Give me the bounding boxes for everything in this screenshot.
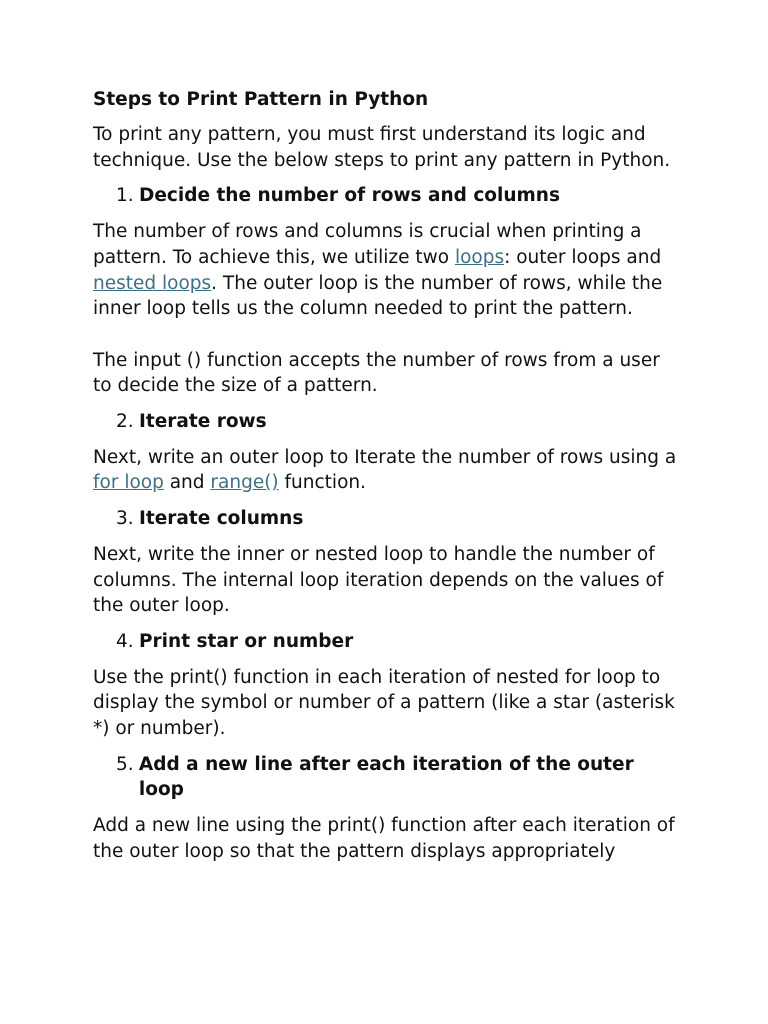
step-4-number: 4. <box>116 630 134 652</box>
loops-link[interactable]: loops <box>454 246 505 268</box>
intro-paragraph: To print any pattern, you must first understand its logic and technique. Use the below steps to print any pattern in Python. <box>93 124 671 171</box>
step-1-text-b: : outer loops and <box>504 246 662 268</box>
step-1-paragraph <box>93 219 683 322</box>
step-2-text-a: Next, write an outer loop to Iterate the number of rows using a <box>93 446 677 468</box>
step-3-paragraph: Next, write the inner or nested loop to handle the number of columns. The internal loop iteration depends on the values of the outer loop. <box>93 543 664 617</box>
step-4-title: Print star or number <box>139 630 354 652</box>
step-5-paragraph: Add a new line using the print() function after each iteration of the outer loop so that the pattern displays appropriately <box>93 815 675 862</box>
range-link[interactable]: range() <box>210 472 279 494</box>
step-1-number: 1. <box>116 185 134 207</box>
step-3-title: Iterate columns <box>139 508 304 530</box>
step-4-paragraph: Use the print() function in each iteration of nested for loop to display the symbol or number of a pattern (like a star (asterisk *) or number). <box>93 666 675 740</box>
step-5-heading <box>93 752 683 803</box>
step-2-heading <box>93 409 683 435</box>
step-2-title: Iterate rows <box>139 411 267 433</box>
step-2-paragraph <box>93 445 683 496</box>
step-1-text-a: The number of rows and columns is crucial when printing a pattern. To achieve this, we utilize two <box>93 221 642 268</box>
step-1-heading <box>93 183 683 209</box>
step-5-title: Add a new line after each iteration of the outer loop <box>138 753 634 801</box>
page-title: Steps to Print Pattern in Python <box>93 89 429 110</box>
step-1-title: Decide the number of rows and columns <box>139 185 560 207</box>
step-4-heading <box>93 629 683 655</box>
for-loop-link[interactable]: for loop <box>93 472 164 494</box>
step-3-number: 3. <box>116 508 134 530</box>
document-page <box>93 87 683 865</box>
step-3-heading <box>93 506 683 532</box>
nested-loops-link[interactable]: nested loops <box>93 272 212 294</box>
step-1-text-c: . The outer loop is the number of rows, while the inner loop tells us the column needed to print the pattern. <box>93 272 663 320</box>
step-1-input-paragraph: The input () function accepts the number of rows from a user to decide the size of a pattern. <box>93 349 660 397</box>
step-2-text-c: function. <box>278 472 366 494</box>
step-5-number: 5. <box>116 753 134 775</box>
step-2-number: 2. <box>116 411 134 433</box>
step-2-text-b: and <box>163 472 211 494</box>
